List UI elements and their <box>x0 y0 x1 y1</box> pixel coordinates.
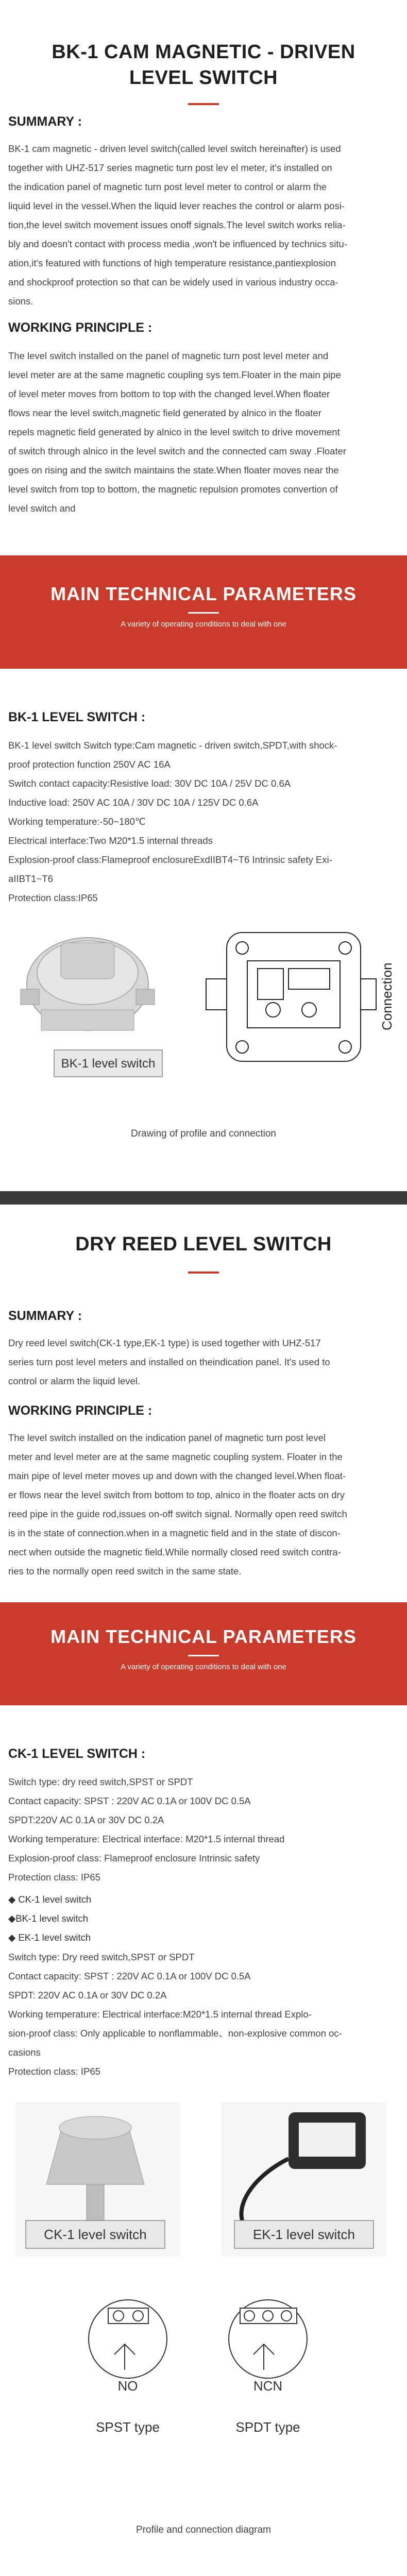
bk1-figure <box>0 912 407 1108</box>
page-title-2: DRY REED LEVEL SWITCH <box>75 1233 332 1255</box>
spst-diagram <box>89 2300 167 2378</box>
ck1-label: CK-1 level switch <box>44 2227 147 2242</box>
bk1-spec-line: Explosion-proof class:Flameproof enclosureExdIIBT4~T6 Intrinsic safety Exi- <box>8 854 332 865</box>
connection-diagrams <box>0 2282 407 2499</box>
summary-line: together with UHZ-517 series magnetic turn post lev el meter, it's installed on <box>8 162 332 173</box>
ck1-spec-line-2: Working temperature: Electrical interface:M20*1.5 internal thread Explo- <box>8 2009 312 2020</box>
ck1-bullet: ◆ EK-1 level switch <box>8 1932 91 1943</box>
ck1-bullet: ◆BK-1 level switch <box>8 1913 89 1924</box>
ck1-ek1-figure <box>0 2097 407 2267</box>
summary-line: tion,the level switch movement issues onoff signals.The level switch works relia- <box>8 219 346 230</box>
summary-line: liquid level in the vessel.When the liquid lever reaches the control or alarm posi- <box>8 200 345 211</box>
banner2-subtitle: A variety of operating conditions to deal with one <box>121 1663 286 1671</box>
ck1-spec-line-2: Protection class: IP65 <box>8 2066 100 2077</box>
parameters-banner-2 <box>0 1602 407 1705</box>
principle2-heading: WORKING PRINCIPLE : <box>8 1403 152 1418</box>
principle2-line: nect when outside the magnetic field.While normally closed reed switch contra- <box>8 1547 341 1557</box>
bk1-specs <box>0 710 407 725</box>
bk1-spec-line: Inductive load: 250V AC 10A / 30V DC 10A / 125V DC 0.6A <box>8 797 259 808</box>
ck1-bullet: ◆ CK-1 level switch <box>8 1894 92 1905</box>
summary-section <box>0 114 407 129</box>
connection-label: Connection <box>379 962 395 1030</box>
principle2-line: ries to the normally open reed switch in the same state. <box>8 1566 242 1577</box>
ck1-spec-line-2: Switch type: Dry reed switch,SPST or SPDT <box>8 1952 195 1962</box>
summary-line: and shockproof protection so that can be widely used in various industry occa- <box>8 277 338 287</box>
ck1-spec-line-2: Contact capacity: SPST : 220V AC 0.1A or 100V DC 0.5A <box>8 1971 251 1981</box>
banner-bar <box>188 612 219 614</box>
principle2-line: main pipe of level meter moves up and down with the changed level.When float- <box>8 1470 346 1481</box>
summary-line: BK-1 cam magnetic - driven level switch(called level switch hereinafter) is used <box>8 143 341 154</box>
ck1-spec-line: SPDT:220V AC 0.1A or 30V DC 0.2A <box>8 1815 164 1825</box>
principle-text <box>0 346 407 518</box>
ek1-label: EK-1 level switch <box>253 2227 355 2242</box>
ck1-caption: Profile and connection diagram <box>136 2524 271 2535</box>
title2-accent-line <box>188 1272 219 1274</box>
principle-line: of switch through alnico in the level switch and the connected cam sway .Floater <box>8 446 347 456</box>
summary2-line: control or alarm the liquid level. <box>8 1376 141 1386</box>
bk1-spec-line: Working temperature:-50~180℃ <box>8 816 146 827</box>
principle2-line: reed pipe in the guide rod,issues on-off switch signal. Normally open reed switch <box>8 1509 347 1519</box>
spst-label: SPST type <box>96 2419 160 2435</box>
bk1-caption: Drawing of profile and connection <box>130 1128 276 1139</box>
no-label: NO <box>117 2378 138 2394</box>
bk1-spec-lines <box>0 736 407 907</box>
bk1-spec-line: aIIBT1~T6 <box>8 873 53 884</box>
summary-heading: SUMMARY : <box>8 114 82 129</box>
principle2-line: meter and level meter are at the same magnetic coupling system. Floater in the <box>8 1451 343 1462</box>
ck1-spec-line-2: SPDT: 220V AC 0.1A or 30V DC 0.2A <box>8 1990 167 2001</box>
bk1-heading: BK-1 LEVEL SWITCH : <box>8 710 146 724</box>
ck1-spec-line: Protection class: IP65 <box>8 1872 100 1883</box>
summary2-text <box>0 1333 407 1391</box>
principle-line: level meter are at the same magnetic coupling sys tem.Floater in the main pipe <box>8 369 341 380</box>
bk1-housing-image <box>21 938 155 1030</box>
summary2-line: Dry reed level switch(CK-1 type,EK-1 type) is used together with UHZ-517 <box>8 1337 321 1348</box>
summary-line: bly and doesn't contact with process media ,won't be influenced by technics situ- <box>8 239 348 249</box>
ck1-spec-line: Contact capacity: SPST : 220V AC 0.1A or 100V DC 0.5A <box>8 1795 251 1806</box>
summary-line: sions. <box>8 296 33 307</box>
ck1-spec-line-2: sion-proof class: Only applicable to nonflammable、non-explosive common oc- <box>8 2028 342 2039</box>
banner-title: MAIN TECHNICAL PARAMETERS <box>50 583 357 604</box>
banner2-bar <box>188 1655 219 1656</box>
principle-line: level switch and <box>8 503 76 514</box>
bk1-spec-line: Protection class:IP65 <box>8 892 98 903</box>
principle-line: repels magnetic field generated by alnico in the level switch to drive movement <box>8 427 340 437</box>
principle2-text <box>0 1428 407 1581</box>
title-block <box>0 0 407 108</box>
principle-line: The level switch installed on the panel of magnetic turn post level meter and <box>8 350 329 361</box>
principle2-line: is in the state of connection.when in a magnetic field and in the state of discon- <box>8 1528 341 1538</box>
summary2-line: series turn post level meters and installed on theindication panel. It's used to <box>8 1357 330 1367</box>
section-divider <box>0 1191 407 1205</box>
ck1-spec-lines-2 <box>0 1947 407 2081</box>
ck1-spec-line: Explosion-proof class: Flameproof enclosure Intrinsic safety <box>8 1853 260 1863</box>
connection-diagram-svg <box>0 2282 407 2499</box>
bk1-connection-drawing <box>206 933 376 1061</box>
principle-heading: WORKING PRINCIPLE : <box>8 320 152 335</box>
summary2-heading: SUMMARY : <box>8 1309 82 1323</box>
principle2-line: er flows near the level switch from bottom to top, alnico in the floater acts on dry <box>8 1489 345 1500</box>
spdt-diagram <box>229 2300 307 2378</box>
ck1-heading: CK-1 LEVEL SWITCH : <box>8 1747 146 1761</box>
principle2-section <box>0 1403 407 1418</box>
bk1-label: BK-1 level switch <box>61 1057 156 1071</box>
principle-line: goes on rising and the switch maintains the state.When floater moves near the <box>8 465 339 476</box>
principle-line: of level meter moves from bottom to top with the changed level.When floater <box>8 388 330 399</box>
parameters-banner <box>0 555 407 669</box>
banner-subtitle: A variety of operating conditions to deal with one <box>121 620 286 629</box>
principle2-line: The level switch installed on the indication panel of magnetic turn post level <box>8 1432 326 1443</box>
ncn-label: NCN <box>253 2378 283 2394</box>
summary2-section <box>0 1309 407 1324</box>
ck1-ek1-drawing <box>0 2097 407 2267</box>
title2-block <box>0 1231 407 1274</box>
summary-line: the indication panel of magnetic turn post level meter to control or alarm the <box>8 181 327 192</box>
ck1-spec-line: Switch type: dry reed switch,SPST or SPDT <box>8 1776 193 1787</box>
ck1-bullets <box>0 1890 407 1947</box>
bk1-spec-line: proof protection function 250V AC 16A <box>8 759 171 770</box>
title-accent-line <box>188 103 219 105</box>
spdt-label: SPDT type <box>235 2419 300 2435</box>
bk1-drawing <box>0 912 407 1108</box>
summary-text <box>0 139 407 311</box>
banner2-title: MAIN TECHNICAL PARAMETERS <box>50 1626 357 1647</box>
ck1-spec-line: Working temperature: Electrical interface: M20*1.5 internal thread <box>8 1834 285 1844</box>
ck1-spec-lines <box>0 1772 407 1887</box>
ck1-specs <box>0 1747 407 1761</box>
principle-section <box>0 320 407 335</box>
summary-line: ation,it's featured with functions of high temperature resistance,pantiexplosion <box>8 258 336 268</box>
principle-line: level switch from top to bottom, the magnetic repulsion promotes convertion of <box>8 484 338 495</box>
bk1-spec-line: Switch contact capacity:Resistive load: 30V DC 10A / 25V DC 0.6A <box>8 778 291 789</box>
bk1-spec-line: Electrical interface:Two M20*1.5 internal threads <box>8 835 213 846</box>
page-title: BK-1 CAM MAGNETIC - DRIVEN LEVEL SWITCH <box>52 41 355 89</box>
principle-line: flows near the level switch,magnetic field generated by alnico in the floater <box>8 408 321 418</box>
ck1-spec-line-2: casions <box>8 2047 41 2058</box>
bk1-spec-line: BK-1 level switch Switch type:Cam magnetic - driven switch,SPDT,with shock- <box>8 740 337 751</box>
